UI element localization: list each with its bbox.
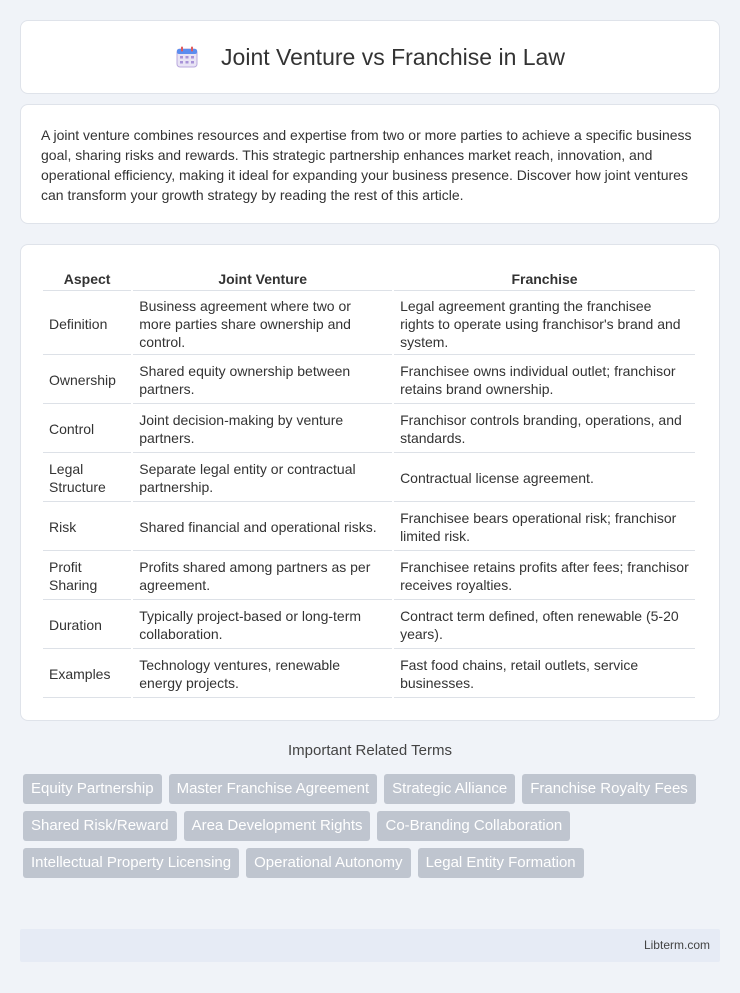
franchise-cell: Legal agreement granting the franchisee rights to operate using franchisor's brand and system. xyxy=(394,293,695,355)
aspect-cell: Risk xyxy=(43,504,131,551)
aspect-cell: Profit Sharing xyxy=(43,553,131,600)
table-header-row xyxy=(43,267,695,291)
franchise-cell: Franchisee retains profits after fees; franchisor receives royalties. xyxy=(394,553,695,600)
related-terms-title: Important Related Terms xyxy=(288,742,452,759)
table-row xyxy=(43,357,695,404)
aspect-cell: Ownership xyxy=(43,357,131,404)
table-row xyxy=(43,602,695,649)
joint-venture-cell: Separate legal entity or contractual partnership. xyxy=(133,455,392,502)
franchise-cell: Contractual license agreement. xyxy=(394,455,695,502)
related-term-tag[interactable]: Equity Partnership xyxy=(23,774,162,804)
aspect-cell: Control xyxy=(43,406,131,453)
table-row xyxy=(43,651,695,698)
header-card xyxy=(20,20,720,94)
page-title: Joint Venture vs Franchise in Law xyxy=(221,43,565,70)
intro-text: A joint venture combines resources and expertise from two or more parties to achieve a specific business goal, sharing risks and rewards. This strategic partnership enhances market reach, innovation, and operational efficiency, making it ideal for expanding your business presence. Discover how joint ventures can transform your growth strategy by reading the rest of this article. xyxy=(41,127,692,203)
table-row xyxy=(43,553,695,600)
joint-venture-cell: Profits shared among partners as per agreement. xyxy=(133,553,392,600)
related-term-tag[interactable]: Area Development Rights xyxy=(184,811,371,841)
related-terms-list xyxy=(23,774,723,885)
related-term-tag[interactable]: Shared Risk/Reward xyxy=(23,811,177,841)
joint-venture-cell: Typically project-based or long-term collaboration. xyxy=(133,602,392,649)
comparison-table-card xyxy=(20,244,720,721)
footer-site-link[interactable]: Libterm.com xyxy=(643,938,710,952)
related-term-tag[interactable]: Strategic Alliance xyxy=(384,774,515,804)
aspect-cell: Legal Structure xyxy=(43,455,131,502)
franchise-cell: Fast food chains, retail outlets, service businesses. xyxy=(394,651,695,698)
aspect-cell: Examples xyxy=(43,651,131,698)
related-term-tag[interactable]: Operational Autonomy xyxy=(246,848,410,878)
calendar-icon xyxy=(175,45,199,69)
header-franchise: Franchise xyxy=(394,267,695,291)
aspect-cell: Duration xyxy=(43,602,131,649)
franchise-cell: Franchisee owns individual outlet; franchisor retains brand ownership. xyxy=(394,357,695,404)
related-term-tag[interactable]: Legal Entity Formation xyxy=(418,848,584,878)
comparison-table xyxy=(41,265,697,700)
related-term-tag[interactable]: Franchise Royalty Fees xyxy=(522,774,696,804)
intro-card xyxy=(20,104,720,224)
related-term-tag[interactable]: Master Franchise Agreement xyxy=(169,774,378,804)
table-row xyxy=(43,504,695,551)
table-row xyxy=(43,455,695,502)
franchise-cell: Franchisee bears operational risk; franchisor limited risk. xyxy=(394,504,695,551)
joint-venture-cell: Shared financial and operational risks. xyxy=(133,504,392,551)
franchise-cell: Contract term defined, often renewable (5-20 years). xyxy=(394,602,695,649)
table-row xyxy=(43,293,695,355)
aspect-cell: Definition xyxy=(43,293,131,355)
joint-venture-cell: Shared equity ownership between partners. xyxy=(133,357,392,404)
header-joint-venture: Joint Venture xyxy=(133,267,392,291)
related-term-tag[interactable]: Co-Branding Collaboration xyxy=(377,811,570,841)
table-row xyxy=(43,406,695,453)
related-term-tag[interactable]: Intellectual Property Licensing xyxy=(23,848,239,878)
franchise-cell: Franchisor controls branding, operations, and standards. xyxy=(394,406,695,453)
footer xyxy=(20,929,720,962)
joint-venture-cell: Business agreement where two or more parties share ownership and control. xyxy=(133,293,392,355)
joint-venture-cell: Technology ventures, renewable energy projects. xyxy=(133,651,392,698)
joint-venture-cell: Joint decision-making by venture partners. xyxy=(133,406,392,453)
header-aspect: Aspect xyxy=(43,267,131,291)
